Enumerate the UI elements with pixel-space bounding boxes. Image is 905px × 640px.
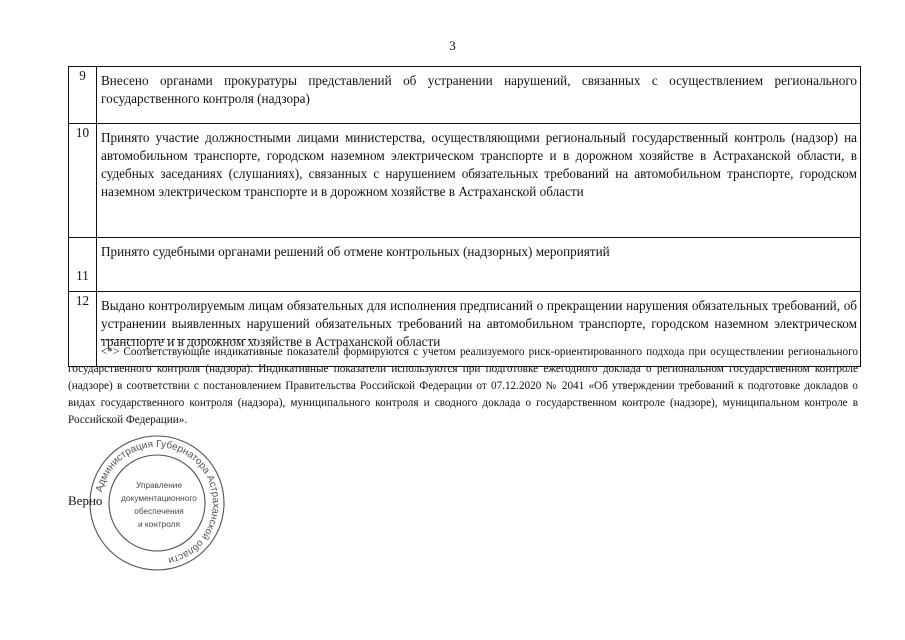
stamp-line: документационного — [121, 493, 197, 503]
table-row — [69, 124, 861, 238]
row-number: 9 — [69, 67, 97, 124]
official-stamp — [87, 433, 227, 573]
table-row — [69, 238, 861, 292]
row-text: Принято судебными органами решений об отмене контрольных (надзорных) мероприятий — [97, 238, 861, 292]
row-number: 11 — [69, 238, 97, 292]
row-text: Принято участие должностными лицами министерства, осуществляющими региональный государственный контроль (надзор) на автомобильном транспорте, городском наземном электрическом транспорте и в дорожном хозяйстве в Астраханской области, в судебных заседаниях (слушаниях), связанных с нарушением обязательных требований на автомобильном транспорте, городском наземном электрическом транспорте и в дорожном хозяйстве в Астраханской области — [97, 124, 861, 238]
stamp-line: обеспечения — [134, 506, 184, 516]
stamp-ring-text: Администрация Губернатора Астраханской области — [94, 438, 222, 566]
footnote-text: <*> Соответствующие индикативные показатели формируются с учетом реализуемого риск-ориентированного подхода при осуществлении регионального государственного контроля (надзора). Индикативные показатели используются при подготовке ежегодного доклада о региональном государственном контроле (надзоре) в соответствии с постановлением Правительства Российской Федерации от 07.12.2020 № 2041 «Об утверждении требований к подготовке докладов о видах государственного контроля (надзора), муниципального контроля и сводного доклада о государственном контроле (надзоре), муниципальном контроле в Российской Федерации». — [68, 346, 858, 426]
footnote-separator — [101, 339, 256, 340]
verno-label: Верно — [68, 493, 103, 508]
indicators-table — [68, 66, 861, 367]
row-text: Внесено органами прокуратуры представлений об устранении нарушений, связанных с осуществлением регионального государственного контроля (надзора) — [97, 67, 861, 124]
row-text: Выдано контролируемым лицам обязательных для исполнения предписаний о прекращении нарушения обязательных требований, об устранении выявленных нарушений обязательных требований на автомобильном транспорте, городском наземном электрическом транспорте и в дорожном хозяйстве в Астраханской области — [97, 292, 861, 367]
stamp-line: Управление — [135, 480, 183, 490]
page-number: 3 — [449, 38, 456, 53]
table-row — [69, 67, 861, 124]
row-number: 10 — [69, 124, 97, 238]
stamp-line: и контроля — [137, 519, 181, 529]
row-number: 12 — [69, 292, 97, 367]
